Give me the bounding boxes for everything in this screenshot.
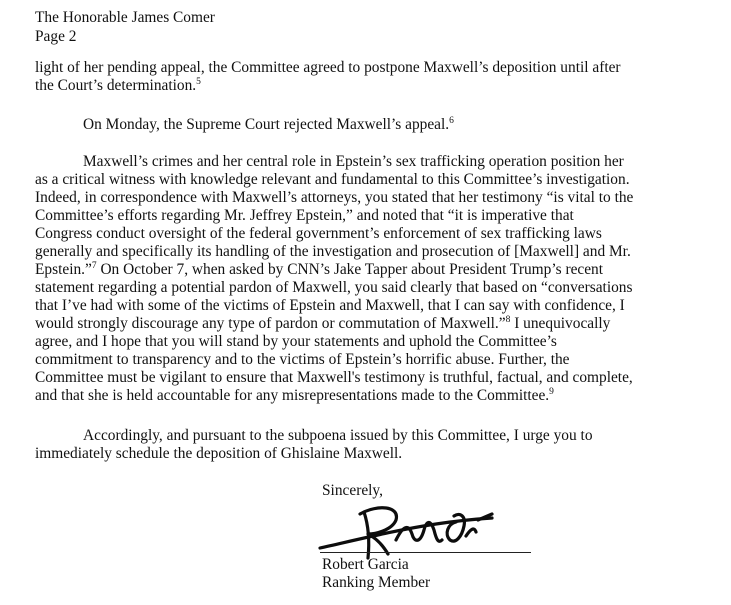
page-number-label: Page 2	[35, 28, 77, 45]
paragraph-3-line-12: commitment to transparency and to the victims of Epstein’s horrific abuse. Further, the	[35, 351, 570, 368]
footnote-ref-7: 7	[91, 261, 97, 271]
footnote-ref-9: 9	[549, 387, 554, 397]
signature-stroke	[447, 514, 464, 541]
paragraph-3-text-7b: On October 7, when asked by CNN’s Jake Tapper about President Trump’s recent	[96, 261, 604, 278]
paragraph-3-line-14	[35, 387, 554, 405]
signer-title: Ranking Member	[322, 574, 431, 591]
signature-stroke	[466, 529, 476, 536]
paragraph-4-line-1: Accordingly, and pursuant to the subpoena issued by this Committee, I urge you to	[83, 427, 593, 444]
paragraph-1-line-1: light of her pending appeal, the Committee agreed to postpone Maxwell’s deposition until after	[35, 59, 621, 76]
paragraph-3-text-7a: Epstein.”	[35, 261, 92, 278]
paragraph-3-line-10	[35, 315, 610, 333]
paragraph-1-text: the Court’s determination.	[35, 77, 197, 94]
footnote-ref-5: 5	[196, 77, 201, 87]
paragraph-3-line-5: Congress conduct oversight of the federal government’s enforcement of sex trafficking laws	[35, 225, 602, 242]
paragraph-3-line-3: Indeed, in correspondence with Maxwell’s attorneys, you stated that her testimony “is vital to the	[35, 189, 634, 206]
valediction: Sincerely,	[322, 482, 383, 499]
paragraph-3-line-2: as a critical witness with knowledge relevant and fundamental to this Committee’s investigation.	[35, 171, 630, 188]
footnote-ref-6: 6	[449, 116, 454, 126]
signer-name: Robert Garcia	[322, 556, 409, 573]
paragraph-3-line-13: Committee must be vigilant to ensure that Maxwell's testimony is truthful, factual, and complete,	[35, 369, 633, 386]
letter-addressee: The Honorable James Comer	[35, 9, 215, 26]
paragraph-2-text: On Monday, the Supreme Court rejected Maxwell’s appeal.	[83, 116, 450, 133]
paragraph-1-line-2	[35, 77, 201, 95]
paragraph-3-line-7	[35, 261, 603, 279]
paragraph-2-line-1	[83, 116, 454, 134]
signature-line	[320, 552, 531, 553]
footnote-ref-8: 8	[505, 315, 511, 325]
paragraph-4-line-2: immediately schedule the deposition of Ghislaine Maxwell.	[35, 445, 403, 462]
paragraph-3-line-9: that I’ve had with some of the victims of Epstein and Maxwell, that I can say with confidence, I	[35, 297, 625, 314]
paragraph-3-text-10a: would strongly discourage any type of pardon or commutation of Maxwell.”	[35, 315, 506, 332]
paragraph-3-text-10b: I unequivocally	[510, 315, 611, 332]
paragraph-3-line-11: agree, and I hope that you will stand by your statements and uphold the Committee’s	[35, 333, 557, 350]
paragraph-3-line-1: Maxwell’s crimes and her central role in Epstein’s sex trafficking operation position her	[83, 153, 624, 170]
paragraph-3-text-14: and that she is held accountable for any misrepresentations made to the Committee.	[35, 387, 550, 404]
paragraph-3-line-4: Committee’s efforts regarding Mr. Jeffrey Epstein,” and noted that “it is imperative that	[35, 207, 574, 224]
paragraph-3-line-8: statement regarding a potential pardon of Maxwell, you said clearly that based on “conversations	[35, 279, 633, 296]
paragraph-3-line-6: generally and specifically its handling of the investigation and prosecution of [Maxwell] and Mr.	[35, 243, 631, 260]
